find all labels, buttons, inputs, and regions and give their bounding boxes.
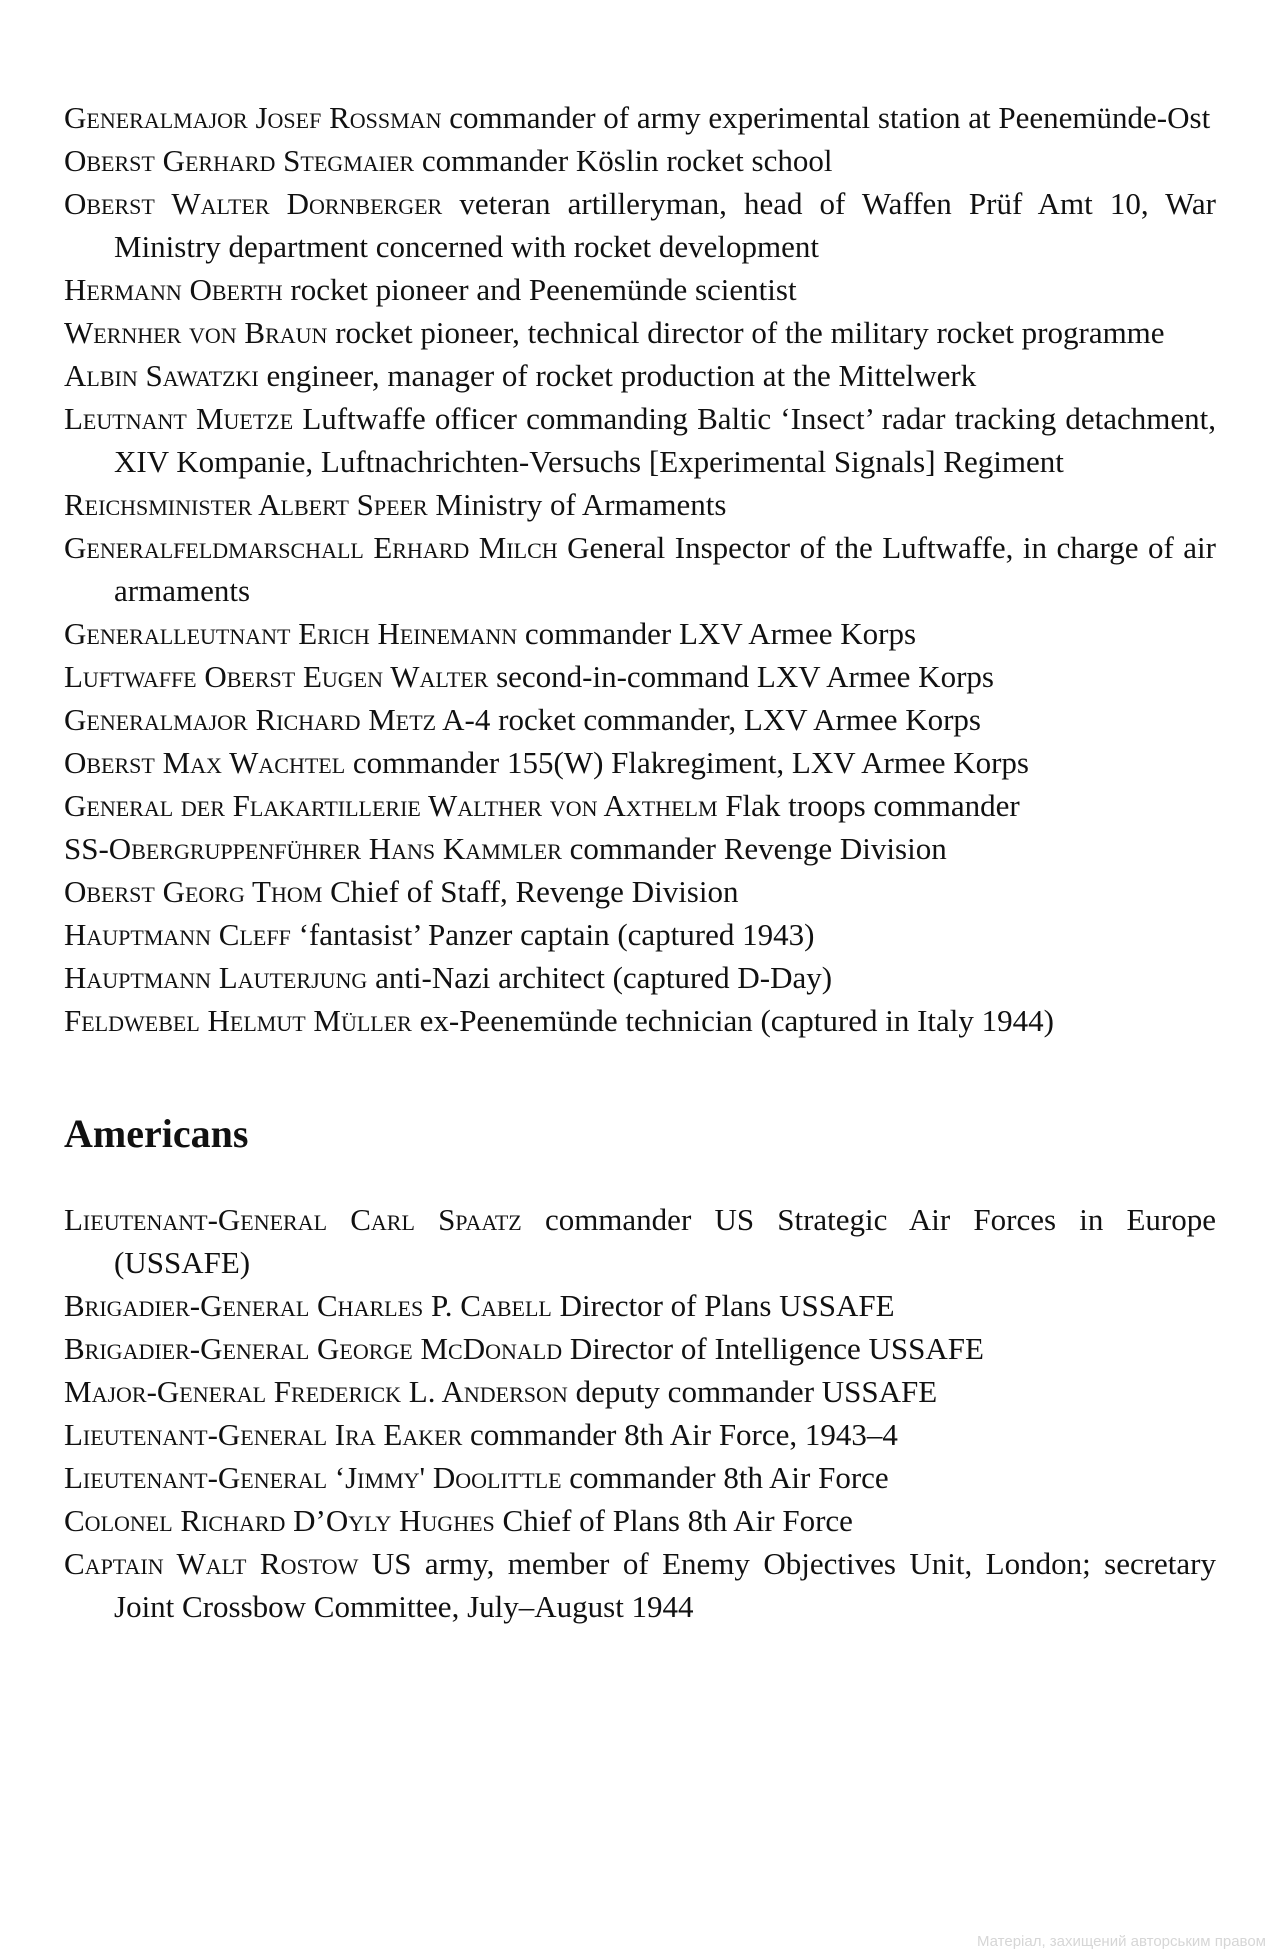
person-description: commander US Strategic Air Forces in Europe (USSAFE): [114, 1202, 1217, 1280]
person-description: General Inspector of the Luftwaffe, in charge of air armaments: [114, 530, 1216, 608]
person-name: General der Flakartillerie Walther von Axthelm: [64, 788, 718, 823]
person-name: Oberst Gerhard Stegmaier: [64, 143, 415, 178]
list-item: [64, 1284, 1216, 1327]
person-name: Oberst Walter Dornberger: [64, 186, 443, 221]
person-name: Wernher von Braun: [64, 315, 328, 350]
list-item: [64, 139, 1216, 182]
person-description: veteran artilleryman, head of Waffen Prüf Amt 10, War Ministry department concerned with rocket development: [114, 186, 1216, 264]
person-name: Hauptmann Lauterjung: [64, 960, 368, 995]
list-item: [64, 96, 1216, 139]
person-name: Brigadier-General Charles P. Cabell: [64, 1288, 552, 1323]
person-description: commander 8th Air Force, 1943–4: [470, 1417, 898, 1452]
person-name: Captain Walt Rostow: [64, 1546, 359, 1581]
person-name: Reichsminister Albert Speer: [64, 487, 428, 522]
copyright-watermark: Матеріал, захищений авторським правом: [976, 1933, 1266, 1950]
list-item: [64, 913, 1216, 956]
page-content: [64, 96, 1216, 1628]
person-description: Flak troops commander: [725, 788, 1020, 823]
person-name: Luftwaffe Oberst Eugen Walter: [64, 659, 489, 694]
list-item: [64, 1542, 1216, 1628]
person-description: commander of army experimental station at Peenemünde-Ost: [449, 100, 1211, 135]
section-heading-americans: Americans: [64, 1111, 249, 1156]
person-description: Ministry of Armaments: [435, 487, 727, 522]
list-item: [64, 741, 1216, 784]
person-description: commander Revenge Division: [569, 831, 947, 866]
section-spacer: [64, 1042, 1216, 1110]
list-item: [64, 526, 1216, 612]
list-item: [64, 1499, 1216, 1542]
person-name: Lieutenant-General Carl Spaatz: [64, 1202, 522, 1237]
list-item: [64, 1456, 1216, 1499]
person-description: commander LXV Armee Korps: [524, 616, 917, 651]
person-name: Hermann Oberth: [64, 272, 283, 307]
list-item: [64, 354, 1216, 397]
person-description: US army, member of Enemy Objectives Unit, London; secretary Joint Crossbow Committee, July–August 1944: [114, 1546, 1217, 1624]
person-description: ‘fantasist’ Panzer captain (captured 1943): [298, 917, 815, 952]
list-item: [64, 268, 1216, 311]
person-description: commander Köslin rocket school: [421, 143, 833, 178]
person-description: rocket pioneer and Peenemünde scientist: [290, 272, 797, 307]
person-name: SS-Obergruppenführer Hans Kammler: [64, 831, 562, 866]
person-name: Oberst Max Wachtel: [64, 745, 346, 780]
person-name: Hauptmann Cleff: [64, 917, 291, 952]
person-description: second-in-command LXV Armee Korps: [496, 659, 994, 694]
person-name: Generalleutnant Erich Heinemann: [64, 616, 518, 651]
list-item: [64, 1413, 1216, 1456]
person-description: A-4 rocket commander, LXV Armee Korps: [442, 702, 981, 737]
person-name: Major-General Frederick L. Anderson: [64, 1374, 568, 1409]
person-description: engineer, manager of rocket production at the Mittelwerk: [266, 358, 977, 393]
person-name: Generalmajor Josef Rossman: [64, 100, 442, 135]
germans-list: [64, 96, 1216, 1042]
person-name: Leutnant Muetze: [64, 401, 294, 436]
person-description: anti-Nazi architect (captured D-Day): [375, 960, 833, 995]
list-item: [64, 1327, 1216, 1370]
list-item: [64, 956, 1216, 999]
person-name: Brigadier-General George McDonald: [64, 1331, 563, 1366]
list-item: [64, 483, 1216, 526]
person-description: Luftwaffe officer commanding Baltic ‘Insect’ radar tracking detachment, XIV Kompanie, Luftnachrichten-Versuchs [Experimental Signals] Regiment: [114, 401, 1216, 479]
person-name: Oberst Georg Thom: [64, 874, 323, 909]
person-description: commander 155(W) Flakregiment, LXV Armee Korps: [352, 745, 1029, 780]
list-item: [64, 698, 1216, 741]
list-item: [64, 612, 1216, 655]
person-name: Generalfeldmarschall Erhard Milch: [64, 530, 558, 565]
list-item: [64, 784, 1216, 827]
person-description: Director of Plans USSAFE: [559, 1288, 895, 1323]
person-name: Colonel Richard D’Oyly Hughes: [64, 1503, 495, 1538]
person-name: Lieutenant-General ‘Jimmy' Doolittle: [64, 1460, 562, 1495]
list-item: [64, 1198, 1216, 1284]
person-description: Chief of Plans 8th Air Force: [502, 1503, 853, 1538]
list-item: [64, 182, 1216, 268]
list-item: [64, 1370, 1216, 1413]
person-description: Chief of Staff, Revenge Division: [330, 874, 739, 909]
list-item: [64, 311, 1216, 354]
list-item: [64, 827, 1216, 870]
person-description: deputy commander USSAFE: [575, 1374, 938, 1409]
person-name: Generalmajor Richard Metz: [64, 702, 437, 737]
list-item: [64, 397, 1216, 483]
americans-list: [64, 1198, 1216, 1628]
person-description: rocket pioneer, technical director of the military rocket programme: [335, 315, 1165, 350]
person-name: Feldwebel Helmut Müller: [64, 1003, 412, 1038]
person-name: Albin Sawatzki: [64, 358, 259, 393]
list-item: [64, 870, 1216, 913]
person-name: Lieutenant-General Ira Eaker: [64, 1417, 463, 1452]
list-item: [64, 655, 1216, 698]
list-item: [64, 999, 1216, 1042]
person-description: Director of Intelligence USSAFE: [569, 1331, 984, 1366]
person-description: commander 8th Air Force: [569, 1460, 889, 1495]
person-description: ex-Peenemünde technician (captured in Italy 1944): [419, 1003, 1054, 1038]
